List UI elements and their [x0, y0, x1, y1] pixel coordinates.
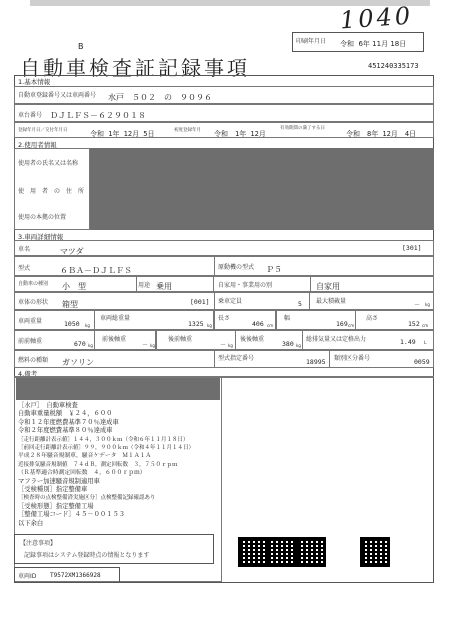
- notice-text: 記録事項はシステム登録時点の情報となります: [24, 552, 150, 559]
- remarks-line: 平成２８年騒音規制車，騒音ケデータ Ｍ１Ａ１Ａ: [18, 453, 152, 460]
- handwritten-number: 1040: [339, 1, 414, 35]
- model-num-label: 型式指定番号: [218, 355, 255, 362]
- remarks-line: ［受検種別］指定整備車: [18, 486, 88, 494]
- remarks-list: [18, 402, 194, 528]
- maxload-unit: kg: [425, 302, 430, 307]
- maker-code: [301]: [402, 244, 422, 252]
- length-value: 406: [252, 320, 264, 328]
- qr-code-4: [360, 537, 390, 567]
- chassis-value: ＤＪＬＦＳ－６２９０１８: [50, 111, 146, 120]
- issue-date-label: 印刷年月日: [296, 38, 327, 45]
- vehicle-id-label: 車両ID: [18, 573, 37, 580]
- model-value: ６ＢＡ－ＤＪＬＦＳ: [60, 266, 132, 275]
- page-title: 自動車検査証記録事項: [20, 56, 250, 80]
- remarks-line: ［整備工場コード］４５－００１５３: [18, 511, 126, 519]
- fuel-value: ガソリン: [62, 358, 94, 367]
- width-value: 169: [336, 320, 348, 328]
- front-rear-label: 前後軸重: [102, 336, 127, 343]
- rear-front-value: －: [220, 342, 227, 349]
- expiry-value: 令和 8年 12月 4日: [346, 130, 417, 138]
- model-label: 型式: [18, 265, 31, 272]
- rear-rear-unit: kg: [296, 343, 301, 348]
- first-reg-label: 登録年月日／交付年月日: [18, 128, 68, 133]
- section-user-heading: 2.使用者情報: [18, 141, 57, 149]
- remarks-line: 以下余白: [18, 519, 44, 527]
- remarks-line: マフラー加速騒音規制適用車: [18, 477, 100, 485]
- capacity-label: 乗車定員: [218, 298, 243, 305]
- maker-value: マツダ: [60, 247, 84, 256]
- use-value: 乗用: [156, 282, 172, 291]
- gross-unit: kg: [207, 323, 212, 328]
- height-label: 高さ: [366, 315, 379, 322]
- height-unit: cm: [422, 323, 429, 328]
- initial-reg-value: 令和 1年 12月: [214, 130, 266, 138]
- maker-label: 車名: [18, 246, 31, 253]
- user-name-label: 使用者の氏名又は名称: [18, 160, 79, 167]
- reg-value: 水戸 ５０２ の ９０９６: [108, 93, 212, 102]
- front-axle-value: 670: [74, 340, 86, 348]
- user-base-label: 使用の本拠の位置: [18, 214, 67, 221]
- private-value: 自家用: [316, 282, 340, 291]
- remarks-line: 近接排気騒音規制値 ７４ｄＢ，測定回転数 ３，７５０ｒｐｍ: [18, 461, 178, 468]
- vehicle-id-value: T9572XM1366928: [50, 572, 101, 579]
- gross-label: 車両総重量: [100, 315, 131, 322]
- length-label: 長さ: [218, 315, 231, 322]
- qr-code-1: [238, 537, 268, 567]
- maxload-value: －: [414, 302, 421, 309]
- class-value: 0059: [414, 358, 430, 366]
- notice-title: 【注意事項】: [20, 540, 57, 547]
- first-reg-value: 令和 1年 12月 5日: [90, 130, 155, 138]
- shape-label: 車体の形状: [18, 299, 49, 306]
- chassis-label: 車台番号: [18, 112, 43, 119]
- model-num-value: 18995: [306, 358, 326, 366]
- section-vehicle-heading: 3.車両詳細情報: [18, 233, 64, 241]
- capacity-value: 5: [298, 300, 302, 308]
- type-label: 自動車の種別: [18, 281, 49, 287]
- gross-value: 1325: [188, 320, 204, 328]
- displacement-unit: L: [424, 341, 427, 346]
- width-label: 幅: [284, 315, 291, 322]
- fuel-label: 燃料の種類: [18, 357, 49, 364]
- qr-code-2: [266, 537, 296, 567]
- remarks-line: ［受検形態］指定整備工場: [18, 502, 94, 510]
- front-axle-unit: kg: [88, 343, 93, 348]
- issue-date-value: 令和 6年 11月 18日: [340, 40, 407, 48]
- width-unit: cm: [348, 323, 355, 328]
- remarks-line: ［検査時の点検整備済実施区分］点検整備記録確認あり: [18, 495, 156, 502]
- reg-label: 自動車登録番号又は車両番号: [18, 92, 97, 99]
- weight-value: 1050: [64, 320, 80, 328]
- length-unit: cm: [267, 323, 274, 328]
- section-basic-heading: 1.基本情報: [18, 78, 51, 86]
- title-marker: B: [78, 42, 84, 51]
- rear-front-label: 後前軸重: [168, 336, 193, 343]
- document-number: 451240335173: [368, 62, 419, 70]
- engine-label: 原動機の型式: [218, 264, 255, 271]
- engine-value: Ｐ５: [266, 265, 282, 274]
- user-info-redaction: [90, 148, 434, 230]
- user-address-label: 使 用 者 の 住 所: [18, 188, 85, 195]
- shape-code: [001]: [190, 298, 210, 306]
- remarks-line: ［水戸］ 自動車検査: [18, 402, 78, 409]
- displacement-label: 総排気量又は定格出力: [306, 336, 367, 343]
- remarks-redaction: [16, 378, 220, 400]
- private-label: 自家用・事業用の別: [218, 282, 273, 289]
- use-label: 用途: [138, 282, 151, 289]
- type-value: 小 型: [62, 282, 86, 291]
- remarks-line: ［走行距離計表示値］１４４，３００ｋｍ（令和６年１１月１８日）: [18, 436, 189, 443]
- remarks-line: 自動車重量税額 ￥２４，６００: [18, 410, 113, 418]
- initial-reg-label: 初度登録年月: [174, 128, 201, 133]
- rear-rear-label: 後後軸重: [240, 336, 265, 343]
- class-label: 類別区分番号: [334, 355, 371, 362]
- remarks-line: （Ｒ基準適合時測定回転数 ４，６００ｒｐｍ）: [18, 470, 146, 477]
- shape-value: 箱型: [62, 300, 78, 309]
- rear-front-unit: kg: [228, 343, 233, 348]
- expiry-label: 有効期間の満了する日: [280, 126, 325, 131]
- weight-unit: kg: [85, 323, 90, 328]
- qr-code-3: [296, 537, 326, 567]
- front-rear-value: －: [142, 342, 149, 349]
- height-value: 152: [408, 320, 420, 328]
- displacement-value: 1.49: [400, 338, 416, 346]
- front-axle-label: 前前軸重: [18, 338, 43, 345]
- remarks-line: 令和２年度燃費基準８０％達成車: [18, 427, 113, 435]
- section-remarks-heading: 4.備考: [18, 370, 38, 378]
- front-rear-unit: kg: [150, 343, 155, 348]
- rear-rear-value: 380: [282, 340, 294, 348]
- remarks-line: ［前回走行距離計表示値］９９，９００ｋｍ（令和４年１１月１４日）: [18, 445, 195, 452]
- weight-label: 車両重量: [18, 318, 43, 325]
- maxload-label: 最大積載量: [316, 298, 347, 305]
- remarks-line: 令和１２年度燃費基準７０％達成車: [18, 418, 119, 426]
